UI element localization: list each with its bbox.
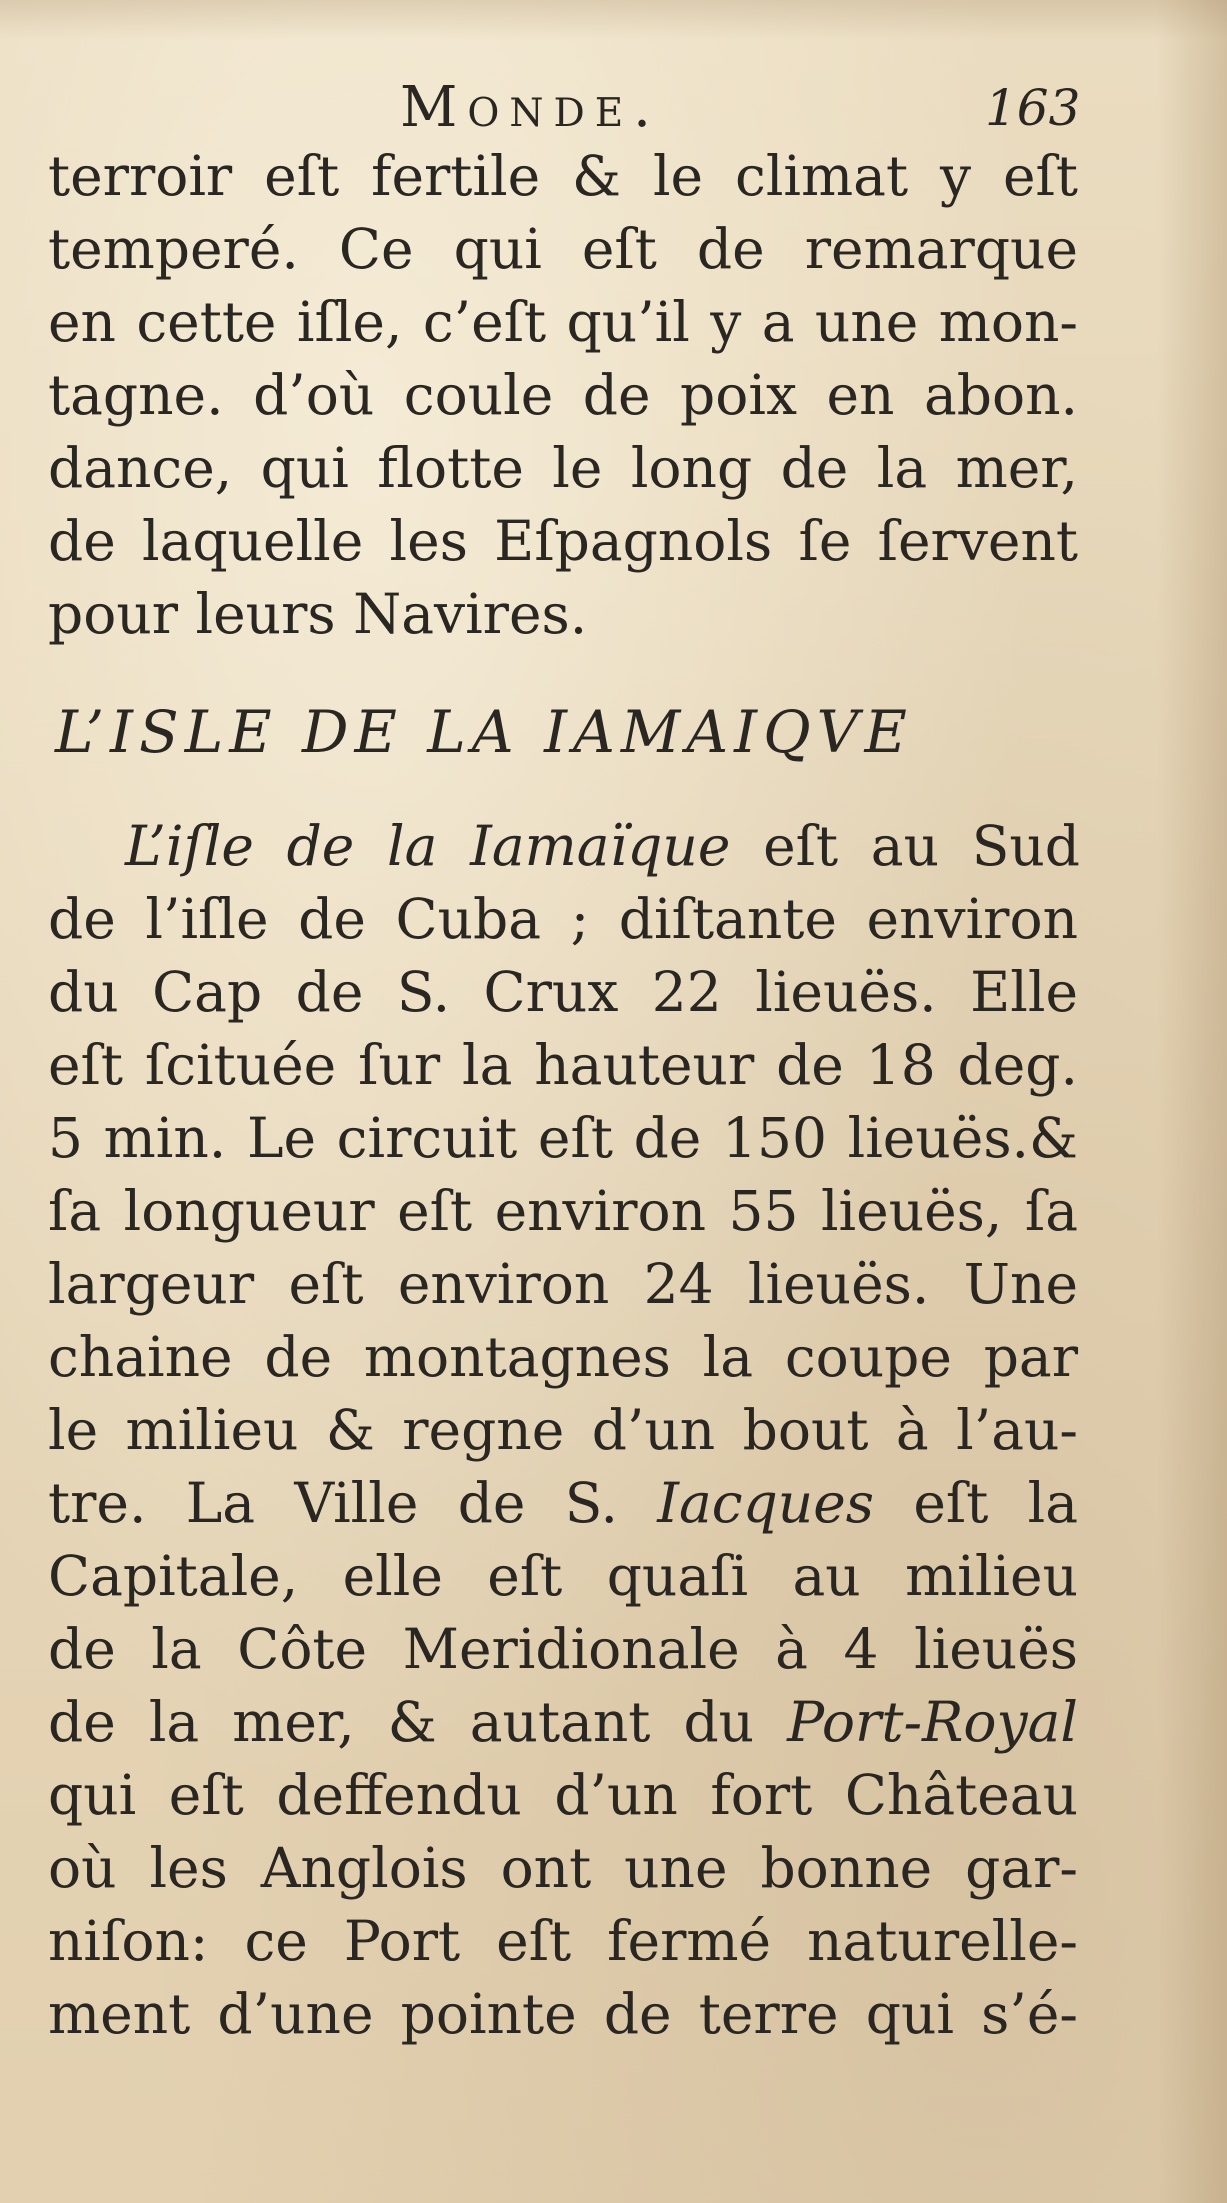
page-header — [0, 72, 1227, 144]
text-line-with-italic — [48, 1467, 1078, 1539]
text-line: largeur eſt environ 24 lieuës. Une — [48, 1252, 1078, 1316]
page-top-shadow — [0, 0, 1227, 40]
island-name-italic: L’iſle de la Iamaïque — [125, 814, 731, 878]
text-line: qui eſt deffendu d’un fort Château — [48, 1763, 1078, 1827]
text-line-with-italic — [48, 1686, 1078, 1758]
text-line: temperé. Ce qui eſt de remarque — [48, 217, 1078, 281]
text-line: terroir eſt fertile & le climat y eſt — [48, 144, 1078, 208]
text-line-last: pour leurs Navires. — [48, 582, 588, 646]
text-line: niſon: ce Port eſt fermé naturelle- — [48, 1909, 1078, 1973]
text-line: le milieu & regne d’un bout à l’au- — [48, 1398, 1078, 1462]
text-line: dance, qui flotte le long de la mer, — [48, 436, 1078, 500]
city-name-italic: Iacques — [657, 1471, 875, 1535]
text-line: du Cap de S. Crux 22 lieuës. Elle — [48, 960, 1078, 1024]
text-line: de la Côte Meridionale à 4 lieuës — [48, 1617, 1078, 1681]
text-line: de laquelle les Eſpagnols ſe ſervent — [48, 509, 1078, 573]
text-fragment: tre. La Ville de S. — [48, 1471, 618, 1535]
text-line: eſt ſcituée ſur la hauteur de 18 deg. — [48, 1033, 1078, 1097]
running-head: Monde. — [400, 75, 661, 140]
text-line: en cette iſle, c’eſt qu’il y a une mon- — [48, 290, 1078, 354]
text-line: où les Anglois ont une bonne gar- — [48, 1836, 1078, 1900]
text-line: ment d’une pointe de terre qui s’é- — [48, 1982, 1078, 2046]
text-line: tagne. d’où coule de poix en abon. — [48, 363, 1078, 427]
text-line: 5 min. Le circuit eſt de 150 lieuës.& — [48, 1106, 1078, 1170]
text-fragment: de la mer, & autant du — [48, 1690, 755, 1754]
text-line: ſa longueur eſt environ 55 lieuës, ſa — [48, 1179, 1078, 1243]
page-edge-shadow — [1157, 0, 1227, 2203]
section-heading: L’ISLE DE LA IAMAIQVE — [55, 698, 913, 766]
port-name-italic: Port-Royal — [787, 1690, 1079, 1754]
page-number: 163 — [985, 79, 1081, 137]
text-fragment: eſt la — [913, 1471, 1079, 1535]
text-line: de l’iſle de Cuba ; diſtante environ — [48, 887, 1078, 951]
text-line: chaine de montagnes la coupe par — [48, 1325, 1078, 1389]
text-line: Capitale, elle eſt quaſi au milieu — [48, 1544, 1078, 1608]
text-fragment: eſt au Sud — [763, 814, 1080, 878]
paragraph-first-line — [125, 810, 1080, 882]
